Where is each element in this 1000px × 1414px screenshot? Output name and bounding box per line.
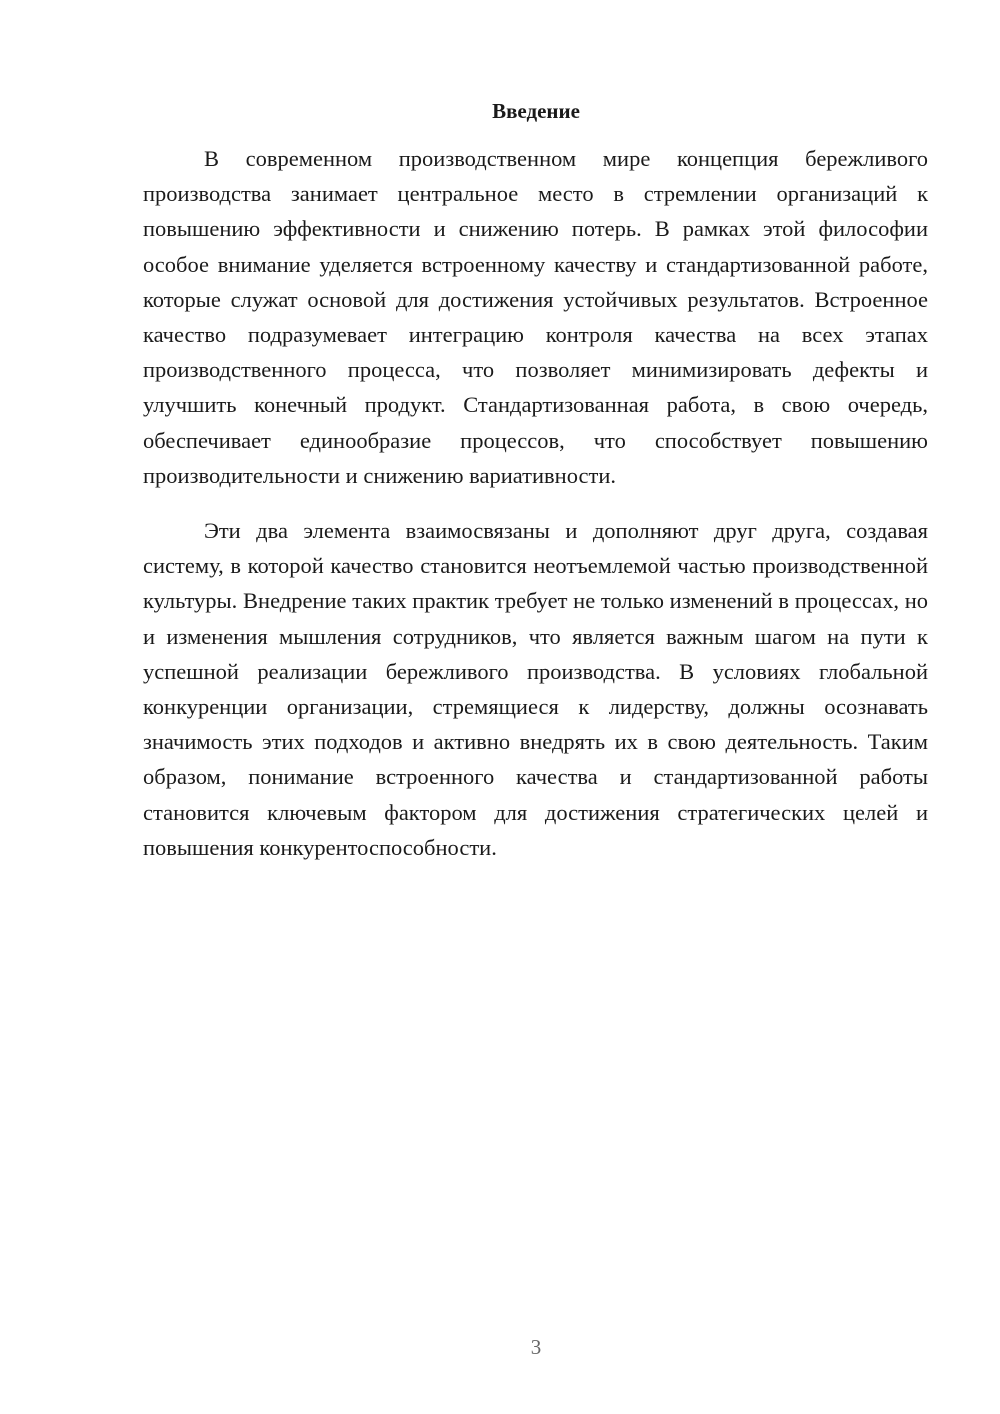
paragraph: Эти два элемента взаимосвязаны и дополняют друг друга, создавая систему, в которой качество становится неотъемлемой частью производственной культуры. Внедрение таких практик требует не только изменений в процессах, но и изменения мышления сотрудников, что является важным шагом на пути к успешной реализации бережливого производства. В условиях глобальной конкуренции организации, стремящиеся к лидерству, должны осознавать значимость этих подходов и активно внедрять их в свою деятельность. Таким образом, понимание встроенного качества и стандартизованной работы становится ключевым фактором для достижения стратегических целей и повышения конкурентоспособности. <box>143 518 928 860</box>
paragraph: В современном производственном мире концепция бережливого производства занимает центральное место в стремлении организаций к повышению эффективности и снижению потерь. В рамках этой философии особое внимание уделяется встроенному качеству и стандартизованной работе, которые служат основой для достижения устойчивых результатов. Встроенное качество подразумевает интеграцию контроля качества на всех этапах производственного процесса, что позволяет минимизировать дефекты и улучшить конечный продукт. Стандартизованная работа, в свою очередь, обеспечивает единообразие процессов, что способствует повышению производительности и снижению вариативности. <box>143 146 928 488</box>
page-number: 3 <box>530 1335 542 1359</box>
page-title: Введение <box>492 99 580 123</box>
body-text <box>143 141 928 865</box>
